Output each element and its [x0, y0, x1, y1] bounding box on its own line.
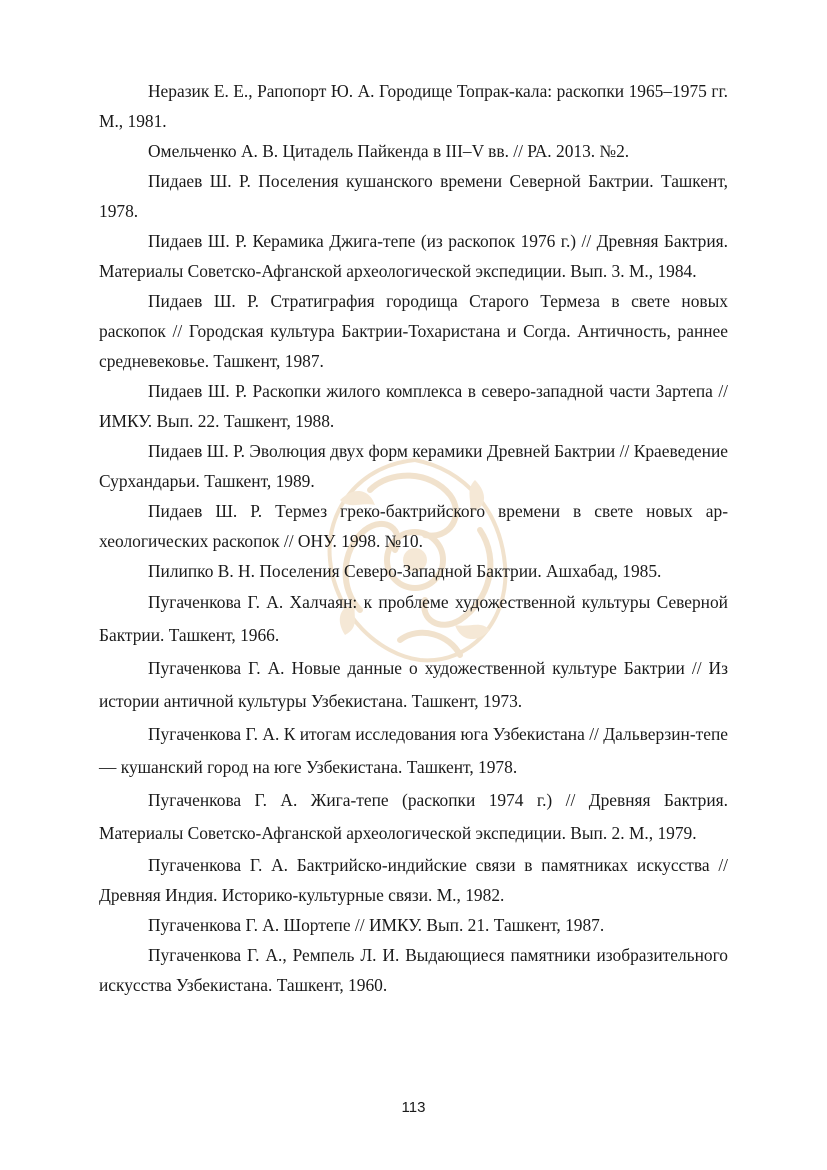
bibliography-entry: Пидаев Ш. Р. Раскопки жилого комплекса в северо-западной части Зартепа // ИМКУ. Вып. 22. Ташкент, 1988.: [99, 381, 728, 431]
bibliography-entry: Пугаченкова Г. А. Новые данные о художественной культуре Бактрии // Из истории античной культуры Узбекистана. Ташкент, 1973.: [99, 658, 728, 711]
bibliography-entry: Пугаченкова Г. А. Халчаян: к проблеме художественной культуры Северной Бактрии. Ташкент, 1966.: [99, 592, 728, 645]
bibliography-entry: Пидаев Ш. Р. Термез греко-бактрийского времени в свете новых археологических раскопок // ОНУ. 1998. №10.: [99, 501, 728, 551]
bibliography-entry: Пидаев Ш. Р. Поселения кушанского времени Северной Бактрии. Ташкент, 1978.: [99, 171, 728, 221]
page-number: 113: [401, 1099, 426, 1116]
bibliography-entry: Пугаченкова Г. А. Жига-тепе (раскопки 1974 г.) // Древняя Бактрия. Материалы Советско-Афганской археологической экспедиции. Вып. 2. М., 1979.: [99, 790, 728, 843]
bibliography-entry: Пугаченкова Г. А. К итогам исследования юга Узбекистана // Дальверзин-тепе — кушанский город на юге Узбекистана. Ташкент, 1978.: [99, 724, 728, 777]
bibliography-list: [99, 76, 728, 1000]
bibliography-entry: Пугаченкова Г. А. Бактрийско-индийские связи в памятниках искусства // Древняя Индия. Историко-культурные связи. М., 1982.: [99, 855, 728, 905]
bibliography-entry: Пидаев Ш. Р. Керамика Джига-тепе (из раскопок 1976 г.) // Древняя Бактрия. Материалы Советско-Афганской археологической экспедиции. Вып. 3. М., 1984.: [99, 231, 728, 281]
bibliography-entry: Пугаченкова Г. А., Ремпель Л. И. Выдающиеся памятники изобразительного искусства Узбекистана. Ташкент, 1960.: [99, 945, 728, 995]
bibliography-entry: Пидаев Ш. Р. Стратиграфия городища Старого Термеза в свете новых раскопок // Городская культура Бактрии-Тохаристана и Согда. Античность, раннее средневековье. Ташкент, 1987.: [99, 291, 728, 371]
bibliography-entry: Пугаченкова Г. А. Шортепе // ИМКУ. Вып. 21. Ташкент, 1987.: [148, 915, 605, 935]
bibliography-entry: Пидаев Ш. Р. Эволюция двух форм керамики Древней Бактрии // Краеведение Сурхандарьи. Ташкент, 1989.: [99, 441, 728, 491]
bibliography-entry: Пилипко В. Н. Поселения Северо-Западной Бактрии. Ашхабад, 1985.: [148, 561, 662, 581]
bibliography-entry: Омельченко А. В. Цитадель Пайкенда в III–V вв. // РА. 2013. №2.: [148, 141, 630, 161]
bibliography-entry: Неразик Е. Е., Рапопорт Ю. А. Городище Топрак-кала: раскопки 1965–1975 гг. М., 1981.: [99, 81, 728, 131]
